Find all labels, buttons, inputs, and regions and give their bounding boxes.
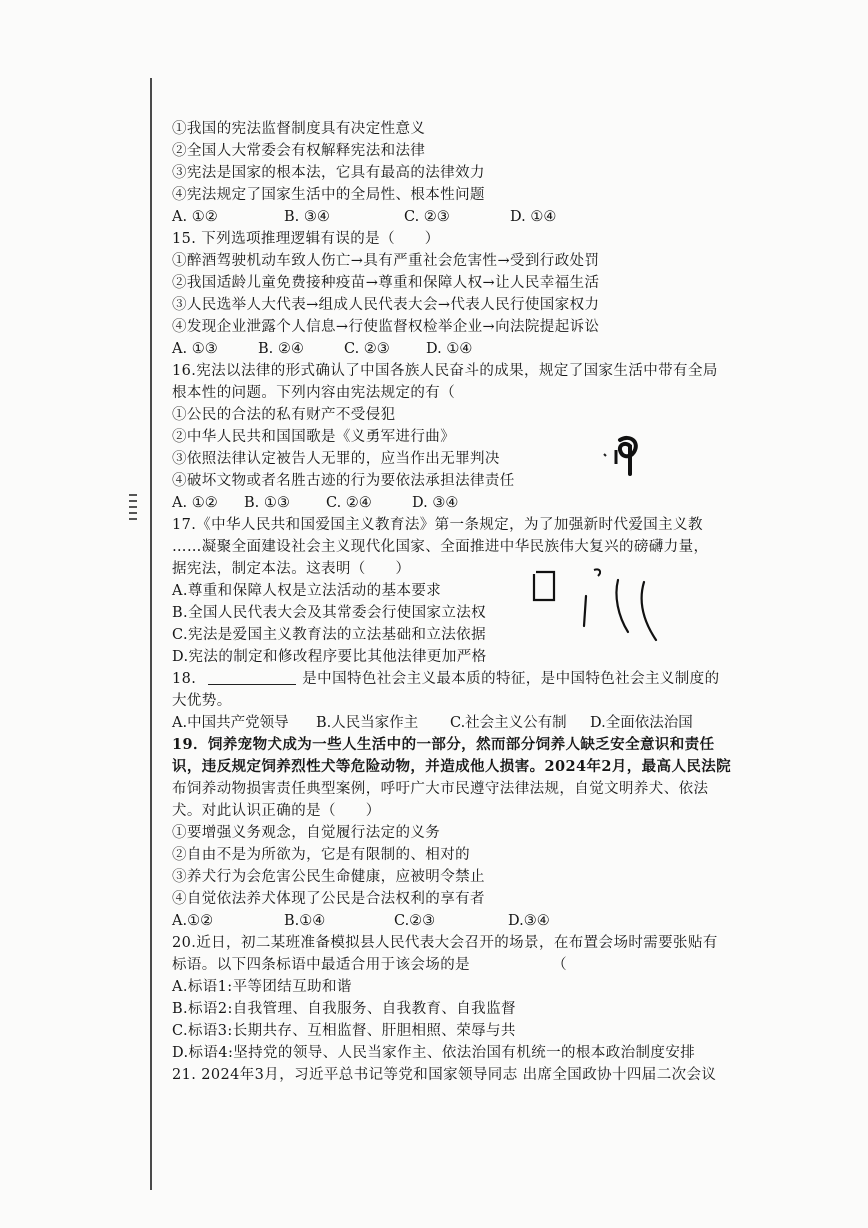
q15-option-a: A. ①③: [172, 341, 218, 357]
q17-stem-line-3: 据宪法，制定本法。这表明（ ）: [172, 561, 411, 577]
q17-stem-line-2: ……凝聚全面建设社会主义现代化国家、全面推进中华民族伟大复兴的磅礴力量，: [172, 539, 709, 555]
q15-item-4: ④发现企业泄露个人信息→行使监督权检举企业→向法院提起诉讼: [172, 319, 600, 335]
q14-options: [172, 206, 852, 228]
q17-option-d: D.宪法的制定和修改程序要比其他法律更加严格: [172, 649, 487, 665]
q19-stem-line-4: 犬。对此认识正确的是（ ）: [172, 803, 381, 819]
q16-option-d: D. ③④: [412, 495, 459, 511]
q16-stem-line-1: 16.宪法以法律的形式确认了中国各族人民奋斗的成果，规定了国家生活中带有全局: [172, 363, 718, 379]
q16-stem-line-2: 根本性的问题。下列内容由宪法规定的有（: [172, 385, 456, 401]
q20-stem-line-2: 标语。以下四条标语中最适合用于该会场的是 （: [172, 957, 568, 973]
q18-number: 18.: [172, 671, 197, 687]
q21-stem-line-1: 21. 2024年3月，习近平总书记等党和国家领导同志 出席全国政协十四届二次会议: [172, 1067, 717, 1083]
q19-options: [172, 910, 852, 932]
q15-option-c: C. ②③: [344, 341, 390, 357]
q19-item-1: ①要增强义务观念，自觉履行法定的义务: [172, 825, 441, 841]
q16-item-1: ①公民的合法的私有财产不受侵犯: [172, 407, 396, 423]
q19-stem-line-2: 识，违反规定饲养烈性犬等危险动物，并造成他人损害。2024年2月，最高人民法院: [172, 758, 732, 775]
q17-option-a: A.尊重和保障人权是立法活动的基本要求: [172, 583, 442, 599]
q18-stem-line-1: [172, 668, 852, 690]
q18-answer-blank[interactable]: [208, 668, 296, 685]
q19-option-b: B.①④: [284, 913, 326, 929]
q14-option-d: D. ①④: [510, 209, 557, 225]
q19-option-c: C.②③: [394, 913, 436, 929]
q14-item-4: ④宪法规定了国家生活中的全局性、根本性问题: [172, 187, 485, 203]
binding-margin-marks: [129, 494, 139, 538]
q14-option-c: C. ②③: [404, 209, 450, 225]
q20-stem-line-1: 20.近日，初二某班准备模拟县人民代表大会召开的场景，在布置会场时需要张贴有: [172, 935, 718, 951]
q18-stem-line-2: 大优势。: [172, 693, 232, 709]
binding-margin-line: [150, 78, 152, 1190]
q16-option-c: C. ②④: [326, 495, 372, 511]
q17-stem-line-1: 17.《中华人民共和国爱国主义教育法》第一条规定，为了加强新时代爱国主义教: [172, 517, 703, 533]
q15-item-2: ②我国适龄儿童免费接种疫苗→尊重和保障人权→让人民幸福生活: [172, 275, 600, 291]
q16-item-3: ③依照法律认定被告人无罪的，应当作出无罪判决: [172, 451, 500, 467]
q16-options: [172, 492, 852, 514]
q19-item-4: ④自觉依法养犬体现了公民是合法权利的享有者: [172, 891, 485, 907]
q17-option-c: C.宪法是爱国主义教育法的立法基础和立法依据: [172, 627, 486, 643]
q18-option-c: C.社会主义公有制: [450, 715, 567, 731]
q19-stem-line-1: 19．饲养宠物犬成为一些人生活中的一部分，然而部分饲养人缺乏安全意识和责任: [172, 736, 715, 753]
q14-item-1: ①我国的宪法监督制度具有决定性意义: [172, 121, 426, 137]
q16-item-4: ④破坏文物或者名胜古迹的行为要依法承担法律责任: [172, 473, 515, 489]
q19-item-2: ②自由不是为所欲为，它是有限制的、相对的: [172, 847, 470, 863]
q18-stem-text: 是中国特色社会主义最本质的特征，是中国特色社会主义制度的: [302, 671, 720, 687]
q19-stem-line-3: 布饲养动物损害责任典型案例，呼吁广大市民遵守法律法规，自觉文明养犬、依法: [172, 781, 709, 797]
q15-item-3: ③人民选举人大代表→组成人民代表大会→代表人民行使国家权力: [172, 297, 600, 313]
q18-option-b: B.人民当家作主: [316, 715, 419, 731]
q20-option-c: C.标语3:长期共存、互相监督、肝胆相照、荣辱与共: [172, 1023, 516, 1039]
q15-stem: 15. 下列选项推理逻辑有误的是（ ）: [172, 231, 440, 247]
q20-option-a: A.标语1:平等团结互助和谐: [172, 979, 352, 995]
q18-option-a: A.中国共产党领导: [172, 715, 289, 731]
q14-option-b: B. ③④: [284, 209, 330, 225]
q15-options: [172, 338, 852, 360]
q16-option-b: B. ①③: [244, 495, 290, 511]
q16-item-2: ②中华人民共和国国歌是《义勇军进行曲》: [172, 429, 456, 445]
q15-option-d: D. ①④: [426, 341, 473, 357]
q14-option-a: A. ①②: [172, 209, 218, 225]
q18-option-d: D.全面依法治国: [590, 715, 693, 731]
q20-option-b: B.标语2:自我管理、自我服务、自我教育、自我监督: [172, 1001, 516, 1017]
question-content: [172, 118, 852, 1083]
q15-item-1: ①醉酒驾驶机动车致人伤亡→具有严重社会危害性→受到行政处罚: [172, 253, 600, 269]
q17-option-b: B.全国人民代表大会及其常委会行使国家立法权: [172, 605, 487, 621]
q16-option-a: A. ①②: [172, 495, 218, 511]
q18-options: [172, 712, 852, 734]
q19-option-d: D.③④: [508, 913, 550, 929]
q19-item-3: ③养犬行为会危害公民生命健康，应被明令禁止: [172, 869, 485, 885]
q14-item-3: ③宪法是国家的根本法，它具有最高的法律效力: [172, 165, 485, 181]
q15-option-b: B. ②④: [258, 341, 304, 357]
q14-item-2: ②全国人大常委会有权解释宪法和法律: [172, 143, 426, 159]
q19-option-a: A.①②: [172, 913, 214, 929]
q20-option-d: D.标语4:坚持党的领导、人民当家作主、依法治国有机统一的根本政治制度安排: [172, 1045, 696, 1061]
